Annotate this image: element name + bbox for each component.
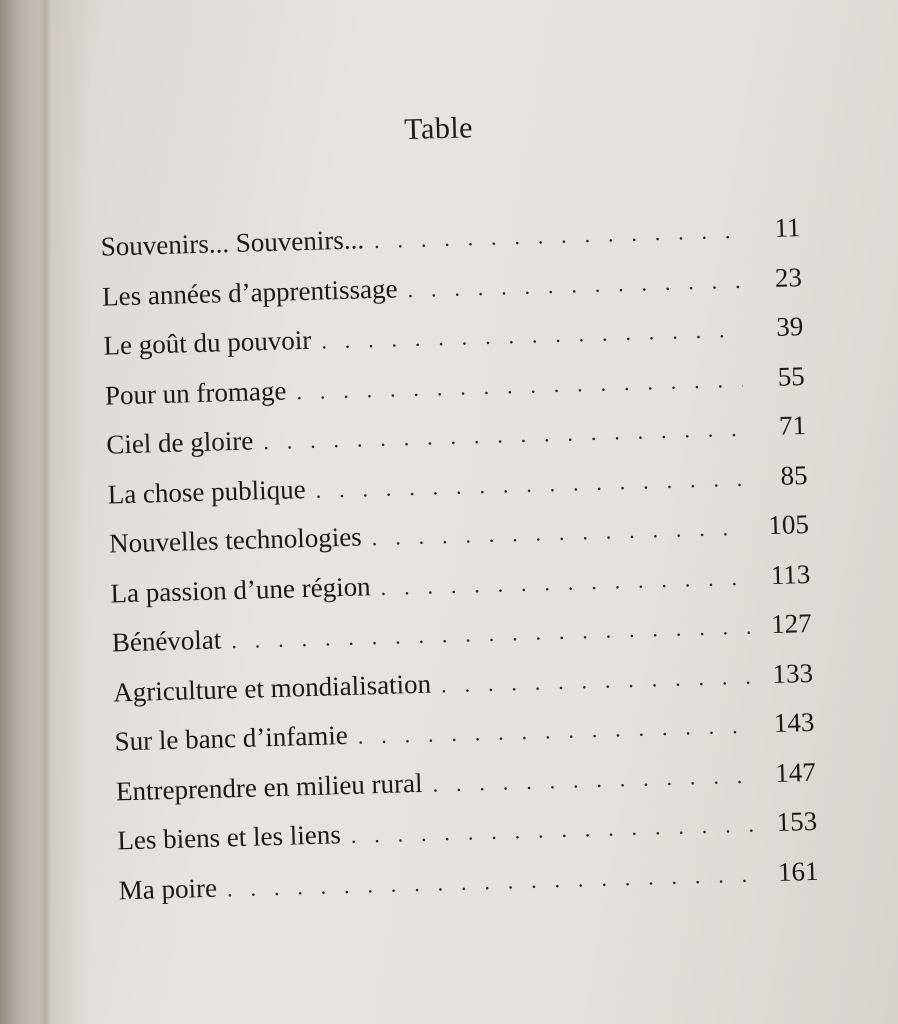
- toc-entry-page-number: 85: [780, 459, 808, 491]
- toc-entry-page-number: 127: [770, 607, 812, 640]
- dot-leader: [441, 663, 752, 698]
- toc-entry-title: Le goût du pouvoir: [103, 324, 312, 361]
- dot-leader: [350, 812, 755, 849]
- page-title: Table: [403, 111, 474, 147]
- toc-entry-title: Ma poire: [118, 872, 218, 905]
- toc-entry-page-number: 71: [778, 410, 807, 441]
- toc-entry-title: Souvenirs... Souvenirs...: [100, 224, 365, 262]
- toc-entry-title: Agriculture et mondialisation: [112, 668, 432, 707]
- toc-entry-title: Nouvelles technologies: [108, 521, 363, 559]
- dot-leader: [407, 267, 740, 302]
- toc-entry-title: Pour un fromage: [104, 375, 287, 411]
- dot-leader: [432, 762, 754, 797]
- toc-entry-page-number: 147: [774, 756, 817, 788]
- toc-entry-page-number: 133: [772, 657, 814, 689]
- dot-leader: [380, 564, 748, 600]
- table-of-contents: [100, 212, 819, 924]
- toc-entry-title: Ciel de gloire: [105, 425, 254, 460]
- toc-entry-page-number: 105: [767, 508, 810, 541]
- dot-leader: [374, 218, 739, 254]
- toc-entry-page-number: 143: [773, 706, 815, 739]
- toc-entry-page-number: 113: [770, 558, 811, 590]
- dot-leader: [296, 366, 743, 404]
- dot-leader: [357, 713, 752, 750]
- toc-entry-title: La passion d’une région: [110, 570, 371, 609]
- toc-entry-page-number: 11: [774, 212, 801, 243]
- toc-entry-title: Les années d’apprentissage: [101, 272, 398, 312]
- toc-entry-page-number: 161: [777, 855, 819, 887]
- toc-entry-page-number: 23: [774, 261, 803, 293]
- toc-entry-page-number: 39: [775, 311, 804, 342]
- toc-entry-title: Bénévolat: [111, 624, 222, 658]
- dot-leader: [315, 465, 746, 503]
- dot-leader: [321, 317, 742, 355]
- toc-entry-title: La chose publique: [107, 473, 306, 510]
- dot-leader: [371, 515, 747, 551]
- toc-entry-page-number: 153: [776, 805, 818, 837]
- toc-entry-page-number: 55: [777, 360, 806, 392]
- toc-entry-title: Sur le banc d’infamie: [114, 719, 349, 757]
- toc-entry-title: Les biens et les liens: [116, 819, 342, 856]
- toc-entry-title: Entreprendre en milieu rural: [115, 767, 423, 806]
